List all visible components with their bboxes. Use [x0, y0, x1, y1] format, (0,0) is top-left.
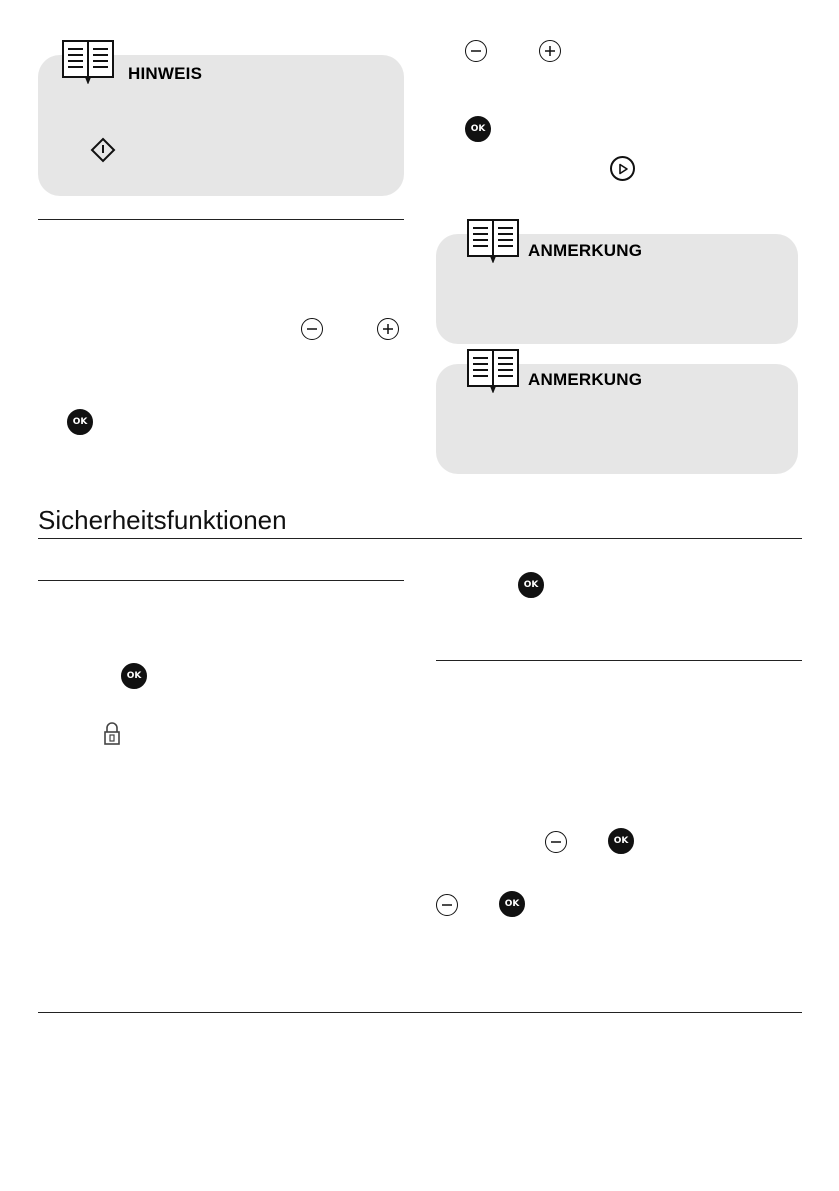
ok-label: OK — [504, 898, 520, 909]
minus-button-icon — [301, 318, 323, 340]
divider-left-2 — [38, 580, 404, 581]
ok-button-icon — [518, 572, 544, 598]
ok-button-icon — [499, 891, 525, 917]
minus-button-icon — [436, 894, 458, 916]
book-icon — [467, 349, 519, 393]
book-icon — [467, 219, 519, 263]
padlock-icon — [103, 721, 121, 745]
section-rule — [38, 538, 802, 539]
footer-rule — [38, 1012, 802, 1013]
ok-button-icon — [121, 663, 147, 689]
divider-left-1 — [38, 219, 404, 220]
ok-label: OK — [613, 835, 629, 846]
plus-button-icon — [539, 40, 561, 62]
ok-label: OK — [523, 579, 539, 590]
minus-button-icon — [545, 831, 567, 853]
book-icon — [62, 40, 114, 84]
play-button-icon — [610, 156, 635, 181]
divider-right-1 — [436, 660, 802, 661]
ok-label: OK — [72, 416, 88, 427]
hinweis-title: HINWEIS — [128, 64, 203, 83]
ok-button-icon — [67, 409, 93, 435]
start-diamond-icon — [90, 137, 116, 163]
plus-button-icon — [377, 318, 399, 340]
ok-button-icon — [608, 828, 634, 854]
ok-button-icon — [465, 116, 491, 142]
ok-label: OK — [126, 670, 142, 681]
ok-label: OK — [470, 123, 486, 134]
anmerkung-title-1: ANMERKUNG — [528, 241, 643, 260]
section-title: Sicherheitsfunktionen — [38, 505, 287, 535]
minus-button-icon — [465, 40, 487, 62]
anmerkung-title-2: ANMERKUNG — [528, 370, 643, 389]
